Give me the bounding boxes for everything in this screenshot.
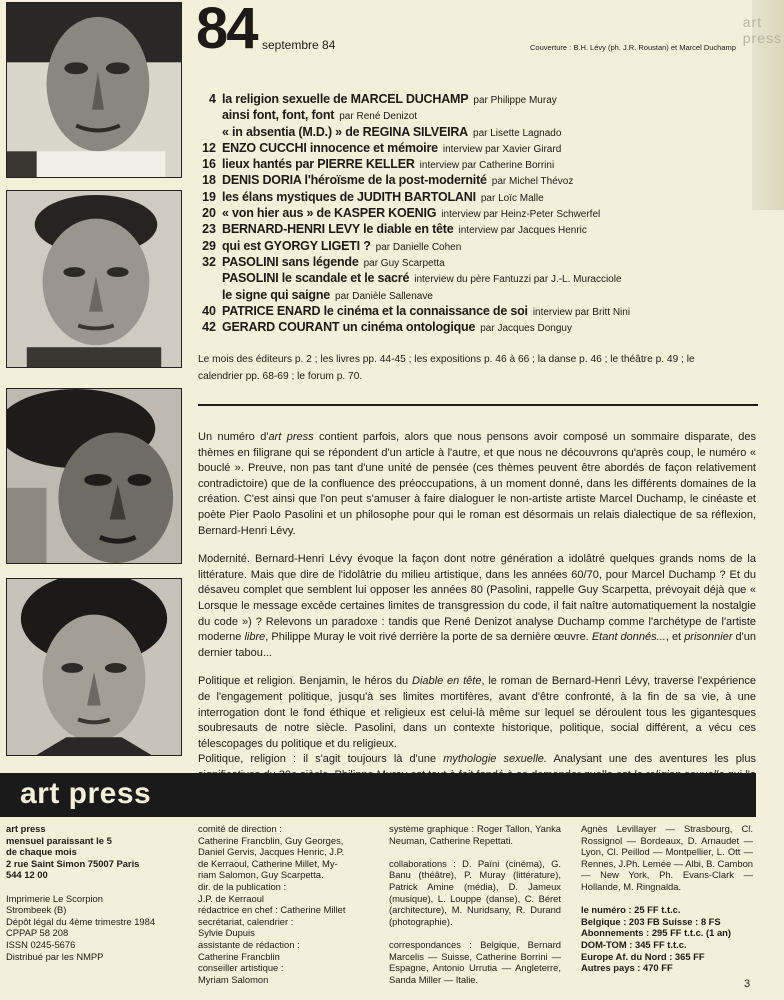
toc-entry: [196, 92, 756, 108]
colophon-staff: [198, 823, 378, 985]
toc-page-number: 19: [202, 189, 216, 204]
italic-text: mythologie sexuelle.: [443, 753, 547, 766]
publisher-line: art press: [6, 823, 46, 834]
correspondents-credit: correspondances : Belgique, Bernard Marcelis — Suisse, Catherine Borrini — Espagne, Antonio Urrutia — Angleterre, Sanda Miller — Italie.: [389, 938, 561, 985]
staff-line: comité de direction :: [198, 823, 282, 834]
toc-article-title: BERNARD-HENRI LEVY le diable en tête: [222, 222, 454, 237]
portrait-photo-duchamp: [6, 2, 182, 178]
price-line: Abonnements : 295 FF t.t.c. (1 an): [581, 927, 732, 939]
editorial-text: [198, 430, 756, 812]
toc-entry: [196, 125, 756, 141]
toc-article-title: qui est GYORGY LIGETI ?: [222, 238, 371, 253]
toc-article-title: PASOLINI sans légende: [222, 254, 359, 269]
toc-page-number: 12: [202, 140, 216, 155]
toc-article-title: le signe qui saigne: [222, 287, 331, 302]
toc-author-credit: par Michel Thévoz: [491, 176, 574, 188]
price-line: Europe Af. du Nord : 365 FF: [581, 950, 705, 962]
toc-author-credit: interview par Xavier Girard: [442, 143, 562, 155]
page-number: 3: [744, 978, 751, 990]
paragraph-text: , Philippe Muray le voit rivé derrière la porte de sa dernière œuvre.: [265, 631, 592, 644]
toc-article-title: la religion sexuelle de MARCEL DUCHAMP: [222, 92, 469, 106]
toc-entry: [196, 157, 756, 173]
graphic-system-credit: système graphique : Roger Tallon, Yanka Neuman, Catherine Repettati.: [389, 823, 561, 846]
paragraph-text: Analysant une des aventures les plus: [553, 753, 756, 766]
colophon-collaborators: [389, 823, 561, 985]
toc-article-title: ainsi font, font, font: [222, 108, 335, 123]
paragraph-text: Un numéro d': [198, 431, 269, 443]
printer-info: [6, 893, 186, 963]
paragraph-text: , et: [665, 631, 685, 644]
toc-page-number: 29: [202, 238, 216, 253]
toc-page-number: 4: [209, 92, 216, 106]
toc-author-credit: par Danielle Cohen: [375, 241, 462, 253]
toc-author-credit: interview par Catherine Borrini: [419, 160, 555, 172]
other-content-list: Le mois des éditeurs p. 2 ; les livres pp. 44-45 ; les expositions p. 46 à 66 ; la danse p. 46 ; le théâtre p. 49 ; le calendrier pp. 68-69 ; le forum p. 70.: [198, 354, 695, 382]
toc-article-title: DENIS DORIA l'héroïsme de la post-modernité: [222, 173, 487, 188]
toc-author-credit: interview du père Fantuzzi par J.-L. Muracciole: [414, 274, 622, 286]
colophon-publisher: [6, 823, 186, 962]
toc-author-credit: interview par Britt Nini: [532, 306, 631, 318]
staff-line: J.P. de Kerraoul: [198, 892, 265, 904]
printer-line: Strombeek (B): [6, 904, 67, 916]
staff-line: rédactrice en chef : Catherine Millet: [198, 904, 346, 916]
toc-author-credit: par Lisette Lagnado: [473, 127, 562, 139]
printer-line: CPPAP 58 208: [6, 927, 69, 939]
toc-article-title: « in absentia (M.D.) » de REGINA SILVEIRA: [222, 124, 469, 139]
toc-author-credit: interview par Heinz-Peter Schwerfel: [441, 209, 601, 221]
italic-text: libre: [244, 631, 266, 644]
paragraph-text: contient parfois, alors que nous pensons avoir composé un sommaire disparate, des thèmes en filigrane qui se répondent d'un article à l'autre, et que nous ne découvrons qu'après coup, le numéro « bouclé ». Preuve, non pas tant d'une unité de pensée (ces thèmes peuvent être abordés de façon relativement contradictoire) que de la confluence des préoccupations, à un moment donné, dans les différents domaines de la création. C'est ainsi que l'on peut s'amuser à faire dialoguer le non-artiste artiste Marcel Duchamp, le cinéaste et poète Pier Paolo Pasolini et un philosophe pour qui le roman est désormais un relais dialectique de sa réflexion, Bernard-Henri Lévy.: [198, 431, 756, 537]
toc-page-number: 20: [202, 206, 216, 221]
toc-entry: [196, 190, 756, 206]
toc-entry: [196, 304, 756, 320]
toc-entry: [196, 206, 756, 222]
staff-line: Daniel Gervis, Jacques Henric, J.P.: [198, 846, 345, 858]
price-line: DOM-TOM : 345 FF t.t.c.: [581, 938, 687, 950]
paragraph-text: d'un dernier tabou...: [198, 631, 757, 659]
toc-entry: [196, 255, 756, 271]
toc-page-number: 16: [202, 157, 216, 172]
paragraph-text: Politique et religion. Benjamin, le héros du: [198, 675, 412, 688]
toc-author-credit: par Philippe Muray: [473, 95, 557, 106]
toc-page-number: 42: [202, 320, 216, 335]
toc-author-credit: par René Denizot: [339, 111, 418, 123]
toc-article-title: PATRICE ENARD le cinéma et la connaissance de soi: [222, 303, 528, 318]
facing-page-edge: [742, 0, 784, 210]
paragraph-text: Modernité. Bernard-Henri Lévy évoque la façon dont notre génération a idolâtré quelques grands noms de la littérature. Mais que dire de l'idolâtrie du milieu artistique, dans les années 60/70, pour Marcel Duchamp ? Et du désaveu complet que semblent lui opposer les années 80 (Pasolini, rappelle Guy Scarpetta, prévoyait déjà que « Lorsque le message excède certaines limites de transgression du code, il fait naître automatiquement la nostalgie du code ») ? Relevons un paradoxe : tandis que René Denizot analyse Duchamp comme l'archétype de l'artiste moderne: [198, 553, 756, 644]
toc-entry: [196, 320, 756, 336]
staff-line: Myriam Salomon: [198, 973, 269, 985]
publisher-line: mensuel paraissant le 5: [6, 834, 112, 846]
toc-article-title: « von hier aus » de KASPER KOENIG: [222, 206, 437, 221]
toc-article-title: GERARD COURANT un cinéma ontologique: [222, 320, 476, 335]
paragraph-text: Politique, religion : il s'agit toujours là d'une: [198, 753, 444, 766]
staff-line: dir. de la publication :: [198, 880, 287, 892]
staff-line: Catherine Francblin: [198, 950, 280, 962]
toc-article-title: PASOLINI le scandale et le sacré: [222, 271, 410, 286]
editorial-paragraph: [198, 674, 756, 752]
publisher-line: de chaque mois: [6, 846, 77, 858]
italic-text: art press: [268, 431, 314, 443]
staff-line: secrétariat, calendrier :: [198, 915, 294, 927]
toc-author-credit: par Loïc Malle: [480, 192, 544, 204]
portrait-photo-young-man: [6, 578, 182, 756]
staff-line: conseiller artistique :: [198, 962, 284, 974]
table-of-contents: [196, 92, 756, 336]
publisher-address: [6, 823, 186, 881]
toc-entry: [196, 141, 756, 157]
toc-page-number: 32: [202, 254, 216, 269]
staff-line: Sylvie Dupuis: [198, 927, 255, 939]
toc-entry: [196, 271, 756, 287]
issue-date: septembre 84: [262, 38, 336, 52]
editorial-paragraph: [198, 552, 756, 661]
toc-entry: [196, 173, 756, 189]
toc-page-number: 40: [202, 303, 216, 318]
toc-page-number: 23: [202, 222, 216, 237]
toc-author-credit: par Danièle Sallenave: [335, 290, 433, 302]
toc-article-title: lieux hantés par PIERRE KELLER: [222, 157, 415, 172]
portrait-photo-pasolini: [6, 388, 182, 564]
cover-credit: Couverture : B.H. Lévy (ph. J.R. Roustan) et Marcel Duchamp: [530, 43, 736, 52]
colophon-prices: [581, 823, 753, 974]
staff-line: assistante de rédaction :: [198, 938, 300, 950]
toc-author-credit: par Guy Scarpetta: [363, 257, 445, 269]
printer-line: Distribué par les NMPP: [6, 950, 104, 962]
toc-entry: [196, 239, 756, 255]
masthead-title: art press: [20, 777, 152, 810]
collaborators-credit: collaborations : D. Païni (cinéma), G. Banu (théâtre), P. Muray (littérature), Patrick Amine (média), D. Jameux (musique), L. Louppe (danse), C. Béret (architecture), M. Nuridsany, R. Durand (photographie).: [389, 857, 561, 927]
section-divider: [198, 404, 758, 406]
price-line: le numéro : 25 FF t.t.c.: [581, 904, 681, 916]
toc-entry: [196, 288, 756, 304]
printer-line: Imprimerie Le Scorpion: [6, 892, 103, 904]
publisher-line: 544 12 00: [6, 869, 48, 881]
price-line: Autres pays : 470 FF: [581, 962, 673, 974]
toc-author-credit: interview par Jacques Henric: [458, 225, 587, 237]
toc-article-title: les élans mystiques de JUDITH BARTOLANI: [222, 189, 476, 204]
toc-author-credit: par Jacques Donguy: [480, 323, 572, 335]
toc-page-number: 18: [202, 173, 216, 188]
staff-line: Catherine Francblin, Guy Georges,: [198, 834, 344, 846]
issue-number: 84: [196, 0, 257, 61]
paragraph-text: , le roman de Bernard-Henri Lévy, traverse l'expérience de l'engagement politique, jusqu'à ses limites mortifères, avant d'être confronté, à la fin de sa vie, à une interrogation dont le fond éthique et religieux est celui-là même sur lequel se déroulent tous les gigantesques soubresauts de notre siècle. Pasolini, dans un contexte historique, politique, social différent, a vécu ces télescopages du politique et du religieux.: [198, 675, 757, 750]
toc-article-title: ENZO CUCCHI innocence et mémoire: [222, 140, 438, 155]
publisher-line: 2 rue Saint Simon 75007 Paris: [6, 857, 140, 869]
staff-line: riam Salomon, Guy Scarpetta.: [198, 869, 324, 881]
printer-line: ISSN 0245-5676: [6, 938, 76, 950]
staff-line: de Kerraoul, Catherine Millet, My-: [198, 857, 338, 869]
portrait-photo-levy: [6, 190, 182, 368]
price-line: Belgique : 203 FB Suisse : 8 FS: [581, 915, 721, 927]
price-list: [581, 904, 753, 974]
italic-text: prisonnier: [684, 631, 733, 644]
correspondents-continued: Agnès Levillayer — Strasbourg, Cl. Rossignol — Bordeaux, D. Arnaudet — Lyon, Cl. Peillod — Montpellier, L. Ott — Rennes, J.Ph. Lemée — Albi, B. Cambon — New York, Ph. Evans-Clark — Hollande, M. Ringnalda.: [581, 823, 753, 892]
toc-entry: [196, 108, 756, 124]
editorial-paragraph: [198, 430, 756, 539]
italic-text: Etant donnés...: [591, 631, 666, 644]
toc-entry: [196, 222, 756, 238]
facing-page-edge-text: art press: [742, 14, 782, 46]
masthead-banner: [0, 773, 756, 817]
printer-line: Dépôt légal du 4ème trimestre 1984: [6, 915, 156, 927]
italic-text: Diable en tête: [412, 675, 482, 688]
